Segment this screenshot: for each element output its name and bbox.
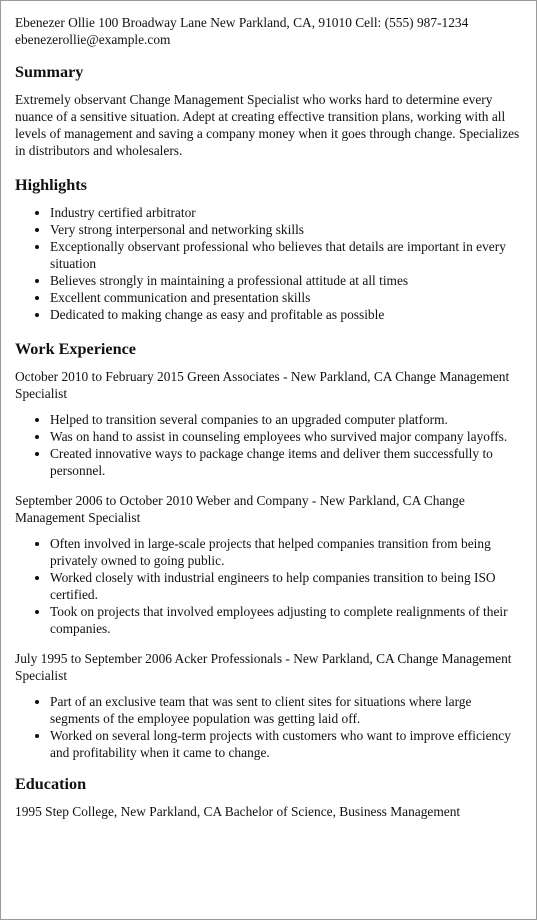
highlights-heading: Highlights bbox=[15, 176, 87, 194]
contact-info: Ebenezer Ollie 100 Broadway Lane New Parkland, CA, 91010 Cell: (555) 987-1234 ebenezerollie@example.com bbox=[15, 15, 469, 47]
job-bullet: • Often involved in large-scale projects that helped companies transition from being privately owned to going public. bbox=[50, 535, 522, 569]
work-experience-heading: Work Experience bbox=[15, 340, 136, 358]
highlight-item: • Exceptionally observant professional who believes that details are important in every situation bbox=[50, 238, 522, 272]
job-entry bbox=[15, 492, 522, 637]
education-heading: Education bbox=[15, 775, 87, 793]
job-header: October 2010 to February 2015 Green Associates - New Parkland, CA Change Management Specialist bbox=[15, 369, 510, 401]
highlight-item: • Believes strongly in maintaining a professional attitude at all times bbox=[50, 272, 522, 289]
education-text: 1995 Step College, New Parkland, CA Bachelor of Science, Business Management bbox=[15, 804, 461, 819]
summary-heading: Summary bbox=[15, 63, 84, 81]
job-bullets bbox=[15, 411, 522, 479]
education-section bbox=[15, 774, 522, 820]
job-bullet: • Part of an exclusive team that was sent to client sites for situations where large segments of the employee population was getting laid off. bbox=[50, 693, 522, 727]
job-bullet: • Helped to transition several companies to an upgraded computer platform. bbox=[50, 411, 522, 428]
highlight-item: • Dedicated to making change as easy and profitable as possible bbox=[50, 306, 522, 323]
job-entry bbox=[15, 650, 522, 761]
work-experience-section bbox=[15, 339, 522, 761]
job-bullet: • Took on projects that involved employees adjusting to complete realignments of their companies. bbox=[50, 603, 522, 637]
job-entry bbox=[15, 368, 522, 479]
summary-text: Extremely observant Change Management Specialist who works hard to determine every nuance of a sensitive situation. Adept at creating effective transition plans, working with all levels of management and saving a company money when it goes through change. Specializes in distributors and wholesalers. bbox=[15, 92, 520, 158]
job-bullet: • Created innovative ways to package change items and deliver them successfully to personnel. bbox=[50, 445, 522, 479]
job-bullet: • Worked on several long-term projects with customers who want to improve efficiency and profitability when it came to change. bbox=[50, 727, 522, 761]
job-bullets bbox=[15, 693, 522, 761]
job-header: September 2006 to October 2010 Weber and Company - New Parkland, CA Change Management Specialist bbox=[15, 493, 465, 525]
job-header: July 1995 to September 2006 Acker Professionals - New Parkland, CA Change Management Specialist bbox=[15, 651, 512, 683]
highlights-section bbox=[15, 175, 522, 323]
job-bullets bbox=[15, 535, 522, 637]
highlight-item: • Excellent communication and presentation skills bbox=[50, 289, 522, 306]
highlight-item: • Industry certified arbitrator bbox=[50, 204, 522, 221]
job-bullet: • Was on hand to assist in counseling employees who survived major company layoffs. bbox=[50, 428, 522, 445]
job-bullet: • Worked closely with industrial engineers to help companies transition to being ISO certified. bbox=[50, 569, 522, 603]
highlights-list bbox=[15, 204, 522, 323]
highlight-item: • Very strong interpersonal and networking skills bbox=[50, 221, 522, 238]
summary-section bbox=[15, 62, 522, 159]
